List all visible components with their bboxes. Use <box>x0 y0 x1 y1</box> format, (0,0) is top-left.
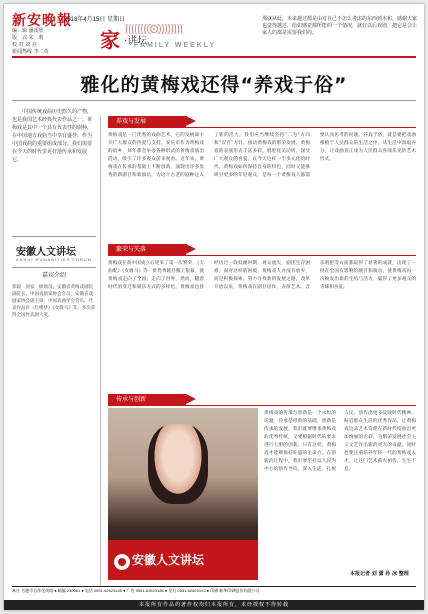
photo-banner-text: 安徽人文讲坛 <box>132 553 205 567</box>
guest-intro-body: 郑毅 国家一级演员，安徽省黄梅戏剧院副院长，中国戏剧家协会会员，安徽省戏剧家协会副主席，中国戏曲学会会员，代表作品有《红楼梦》《女驸马》等，多次获得全国性戏剧大奖。 <box>12 285 96 318</box>
section-body-3: 黄梅戏的传承与创新是一个永恒的话题，传承是创新的基础，创新是传承的发展。我们既要继承黄梅戏的优秀传统，又要根据时代的要求进行大胆的创新。只有这样，黄梅戏才能够保持旺盛的生命力。在创新的过程中，我们要坚持以人民为中心的创作导向，深入生活，扎根人民，创作出更多反映时代精神、贴近群众生活的优秀作品，让黄梅戏这朵艺术奇葩在新时代绽放出更加绚丽的光彩，为繁荣发展社会主义文艺作出新的更大的贡献。同时也要注重培养年轻一代的黄梅戏人才，让这门艺术薪火相传，生生不息。 <box>264 411 416 472</box>
guest-photo <box>108 408 258 580</box>
masthead-logo: 新安晚報 <box>12 13 72 29</box>
forum-logo-title: 安徽人文讲坛 <box>16 247 76 258</box>
byline: 本报记者 刘 潇 孙 冰 整理 <box>350 571 409 577</box>
guest-portrait <box>148 424 208 504</box>
guest-intro-title: 嘉宾介绍 <box>41 272 66 279</box>
section-head-3: 传承与创新 <box>108 394 186 405</box>
section-title: 家 <box>100 28 120 52</box>
editor-credits: 编 辑 潘雷欣 版 式 朱 莉 校 对 刘 亮 新闻热线 李二英 <box>12 28 49 55</box>
section-body-2: 黄梅戏在新中国成立后迎来了第一次繁荣，《天仙配》《女驸马》等一批优秀剧目搬上银幕，使黄梅戏走向了全国，走向了世界。然而，随着时代的变迁和娱乐方式的多样化，黄梅戏也曾经历过一段低潮时期，观众流失，剧团生存困难。面对这样的困境，黄梅戏人并没有放弃，而是积极探索，努力寻找新的发展之路。改革开放以来，黄梅戏在剧目创作、表演艺术、音乐唱腔等方面都取得了显著的成就，出现了一批在全国有影响的剧目和演员，使黄梅戏再一次焕发出新的生机与活力，赢得了更多观众的青睐和喜爱。 <box>108 261 416 290</box>
forum-logo-subtitle: ANHUI HUMANITIES FORUM <box>16 257 92 262</box>
section-head-2: 繁荣与失落 <box>108 244 186 255</box>
section-body-1: 黄梅戏是一门优秀的戏曲艺术，它的发展离不开广大群众的热爱与支持。安庆市作为黄梅戏的故乡，每年都会举办各种形式的黄梅戏演出活动，吸引了许多观众前来观看。近年来，黄梅戏在传承的基础上不断创新，涌现出许多优秀的新剧目和新演员，为这个古老的剧种注入了新的活力。我们应当继续坚持“二为”方向和“双百”方针，推动黄梅戏的繁荣发展。黄梅戏的表演形式丰富多彩，唱腔优美动听，深受广大观众的喜爱。在今天这样一个多元化的时代，黄梅戏如何保持自身的特色，同时又能够吸引更多的年轻观众，是每一个黄梅戏人都需要认真思考的问题。养戏于俗，就是要把戏曲根植于人民群众的生活之中，从生活中汲取养分，让戏曲真正成为人民群众喜闻乐见的艺术形式。 <box>108 133 416 178</box>
section-head-1: 养戏与发展 <box>108 116 186 127</box>
footer-divider <box>12 586 416 587</box>
header-divider <box>12 56 416 58</box>
newspaper-page <box>4 4 424 610</box>
lead-paragraph: 中国传统戏曲历史悠久的产物，也是我国艺术经典代表作品之一。黄梅戏是其中一个具有代表性的剧种，在中国地方戏曲当中享有盛誉，作为中国戏曲的重要组成部分，我们需要在今天的时代里更好地传承和发展它。 <box>12 109 93 163</box>
section-english: FAMILY WEEKLY <box>134 42 217 49</box>
issue-date: 2018年4月15日 星期日 <box>64 17 126 23</box>
footer-notice: 本报所有作品的著作权均归本报所有，未经授权不得转载 <box>4 600 424 610</box>
section-line-2 <box>108 255 416 256</box>
headline-divider <box>12 100 416 101</box>
forum-emblem-icon <box>114 554 130 570</box>
column-divider <box>100 116 101 586</box>
section-line-1 <box>108 127 416 128</box>
header-quote: 那就从此，未来越过都是由对自己不怎么考虑的东西到本和，感谢大家也觉得越过，给如感觉都所能的一个情况，就好以后戏剧，把它是会让家人的都是需要我们的。 <box>262 16 418 36</box>
headline: 雅化的黄梅戏还得“养戏于俗” <box>80 74 348 96</box>
footer-info: 本社 合肥市合作化南路 ● 邮编 230061 ● 电话 0551-62623156 ● 广告 0551-62623186 ● 发行 0551-62623193 ● 印刷 新华印刷股份有限公司 <box>12 588 260 593</box>
section-subtitle: ·讲坛 <box>124 36 148 47</box>
section-line-3 <box>108 405 416 406</box>
forum-logo-box <box>12 236 96 268</box>
